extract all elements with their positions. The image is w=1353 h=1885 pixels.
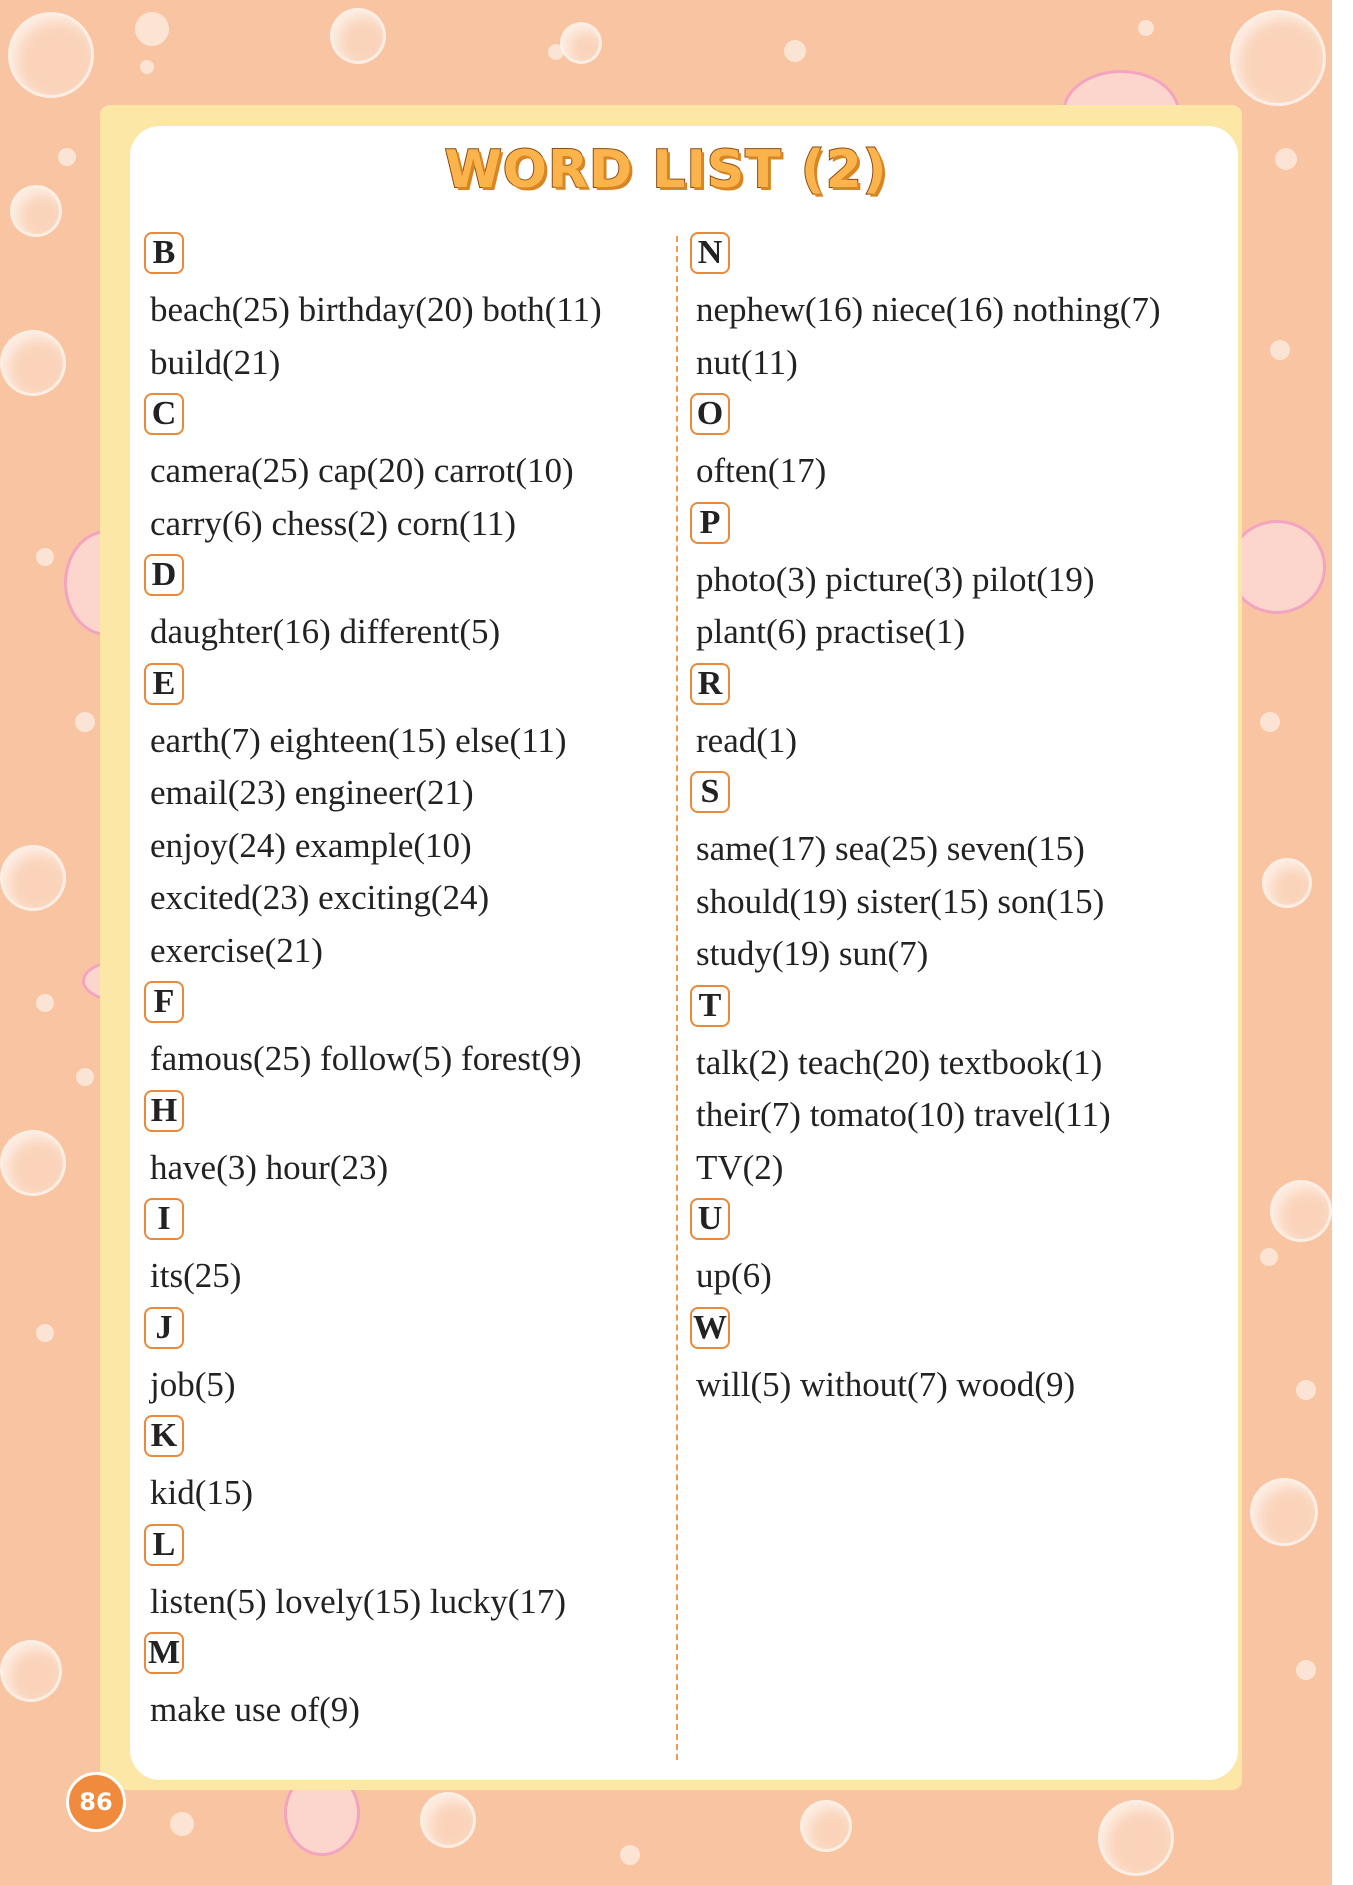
letter-group-i	[140, 1194, 680, 1303]
letter-group-w	[686, 1303, 1226, 1412]
bubble-decoration	[1260, 1248, 1278, 1266]
letter-badge: N	[690, 232, 730, 274]
letter-badge: W	[690, 1307, 730, 1349]
letter-group-b	[140, 228, 680, 389]
letter-badge: P	[690, 502, 730, 544]
bubble-decoration	[140, 60, 154, 74]
bubble-decoration	[1138, 20, 1154, 36]
word-entry-line: famous(25) follow(5) forest(9)	[150, 1039, 582, 1078]
bubble-decoration	[76, 1068, 94, 1086]
bubble-decoration	[1270, 1180, 1332, 1242]
bubble-decoration	[620, 1845, 640, 1865]
letter-badge: F	[144, 981, 184, 1023]
word-entry-line: nephew(16) niece(16) nothing(7)	[696, 290, 1161, 329]
word-entry-line: build(21)	[150, 342, 281, 382]
bubble-decoration	[1296, 1380, 1316, 1400]
bubble-decoration	[560, 22, 602, 64]
word-entry-line: TV(2)	[696, 1147, 784, 1187]
word-entry-line: make use of(9)	[150, 1690, 360, 1729]
word-entry-line: nut(11)	[696, 342, 798, 382]
word-entry-line: up(6)	[696, 1256, 772, 1295]
bubble-decoration	[8, 12, 94, 98]
word-entry-line: excited(23) exciting(24)	[150, 878, 490, 917]
word-entry-line: enjoy(24) example(10)	[150, 825, 472, 865]
letter-group-k	[140, 1411, 680, 1520]
letter-badge: M	[144, 1632, 184, 1674]
letter-badge: U	[690, 1198, 730, 1240]
letter-badge: L	[144, 1524, 184, 1566]
bubble-decoration	[36, 1324, 54, 1342]
word-entry-line: daughter(16) different(5)	[150, 612, 501, 651]
word-entry-line: camera(25) cap(20) carrot(10)	[150, 451, 574, 490]
letter-group-d	[140, 550, 680, 659]
word-entry-line: job(5)	[150, 1364, 236, 1404]
word-entry-line: often(17)	[696, 451, 827, 490]
letter-group-o	[686, 389, 1226, 498]
letter-badge: S	[690, 771, 730, 813]
letter-badge: T	[690, 985, 730, 1027]
word-entry-line: its(25)	[150, 1256, 242, 1295]
letter-group-e	[140, 659, 680, 978]
letter-badge: R	[690, 663, 730, 705]
bubble-decoration	[330, 8, 386, 64]
letter-badge: H	[144, 1090, 184, 1132]
word-entry-line: beach(25) birthday(20) both(11)	[150, 290, 602, 329]
word-entry-line: kid(15)	[150, 1473, 254, 1512]
word-list-right-column	[686, 228, 1226, 1411]
word-entry-line: earth(7) eighteen(15) else(11)	[150, 720, 567, 760]
bubble-decoration	[0, 1640, 62, 1702]
bubble-decoration	[1098, 1800, 1174, 1876]
letter-group-m	[140, 1628, 680, 1737]
word-entry-line: carry(6) chess(2) corn(11)	[150, 503, 517, 543]
bubble-decoration	[1296, 1660, 1316, 1680]
letter-group-r	[686, 659, 1226, 768]
word-entry-line: study(19) sun(7)	[696, 934, 929, 973]
letter-group-l	[140, 1520, 680, 1629]
bubble-decoration	[1250, 1478, 1318, 1546]
word-entry-line: their(7) tomato(10) travel(11)	[696, 1095, 1111, 1134]
letter-group-j	[140, 1303, 680, 1412]
bubble-decoration	[800, 1800, 852, 1852]
letter-group-u	[686, 1194, 1226, 1303]
bubble-decoration	[784, 40, 806, 62]
letter-badge: I	[144, 1198, 184, 1240]
page-title: WORD LIST (2)	[444, 140, 888, 200]
letter-group-n	[686, 228, 1226, 389]
word-entry-line: listen(5) lovely(15) lucky(17)	[150, 1581, 567, 1621]
letter-group-h	[140, 1086, 680, 1195]
letter-group-f	[140, 977, 680, 1086]
letter-group-c	[140, 389, 680, 550]
letter-badge: D	[144, 554, 184, 596]
page-number-badge: 86	[66, 1772, 126, 1832]
letter-badge: E	[144, 663, 184, 705]
bubble-decoration	[1260, 712, 1280, 732]
bubble-decoration	[548, 44, 564, 60]
letter-badge: B	[144, 232, 184, 274]
word-entry-line: have(3) hour(23)	[150, 1147, 389, 1187]
word-entry-line: should(19) sister(15) son(15)	[696, 881, 1105, 921]
bubble-decoration	[1230, 10, 1326, 106]
letter-badge: K	[144, 1415, 184, 1457]
word-entry-line: email(23) engineer(21)	[150, 773, 474, 812]
bubble-decoration	[1262, 858, 1312, 908]
bubble-decoration	[36, 548, 54, 566]
word-entry-line: photo(3) picture(3) pilot(19)	[696, 559, 1095, 599]
bubble-decoration	[420, 1792, 476, 1848]
cartoon-peach-decoration	[1228, 520, 1326, 614]
word-entry-line: plant(6) practise(1)	[696, 612, 966, 651]
letter-badge: J	[144, 1307, 184, 1349]
bubble-decoration	[75, 712, 95, 732]
bubble-decoration	[135, 12, 169, 46]
bubble-decoration	[1270, 340, 1290, 360]
word-list-left-column	[140, 228, 680, 1737]
letter-group-p	[686, 498, 1226, 659]
bubble-decoration	[0, 1130, 66, 1196]
letter-group-s	[686, 767, 1226, 981]
word-entry-line: same(17) sea(25) seven(15)	[696, 829, 1085, 868]
bubble-decoration	[170, 1812, 194, 1836]
bubble-decoration	[0, 330, 66, 396]
bubble-decoration	[36, 994, 54, 1012]
bubble-decoration	[0, 845, 66, 911]
letter-badge: O	[690, 393, 730, 435]
word-entry-line: will(5) without(7) wood(9)	[696, 1364, 1076, 1404]
word-entry-line: read(1)	[696, 720, 798, 760]
letter-badge: C	[144, 393, 184, 435]
letter-group-t	[686, 981, 1226, 1195]
word-entry-line: exercise(21)	[150, 930, 323, 970]
word-entry-line: talk(2) teach(20) textbook(1)	[696, 1042, 1103, 1082]
